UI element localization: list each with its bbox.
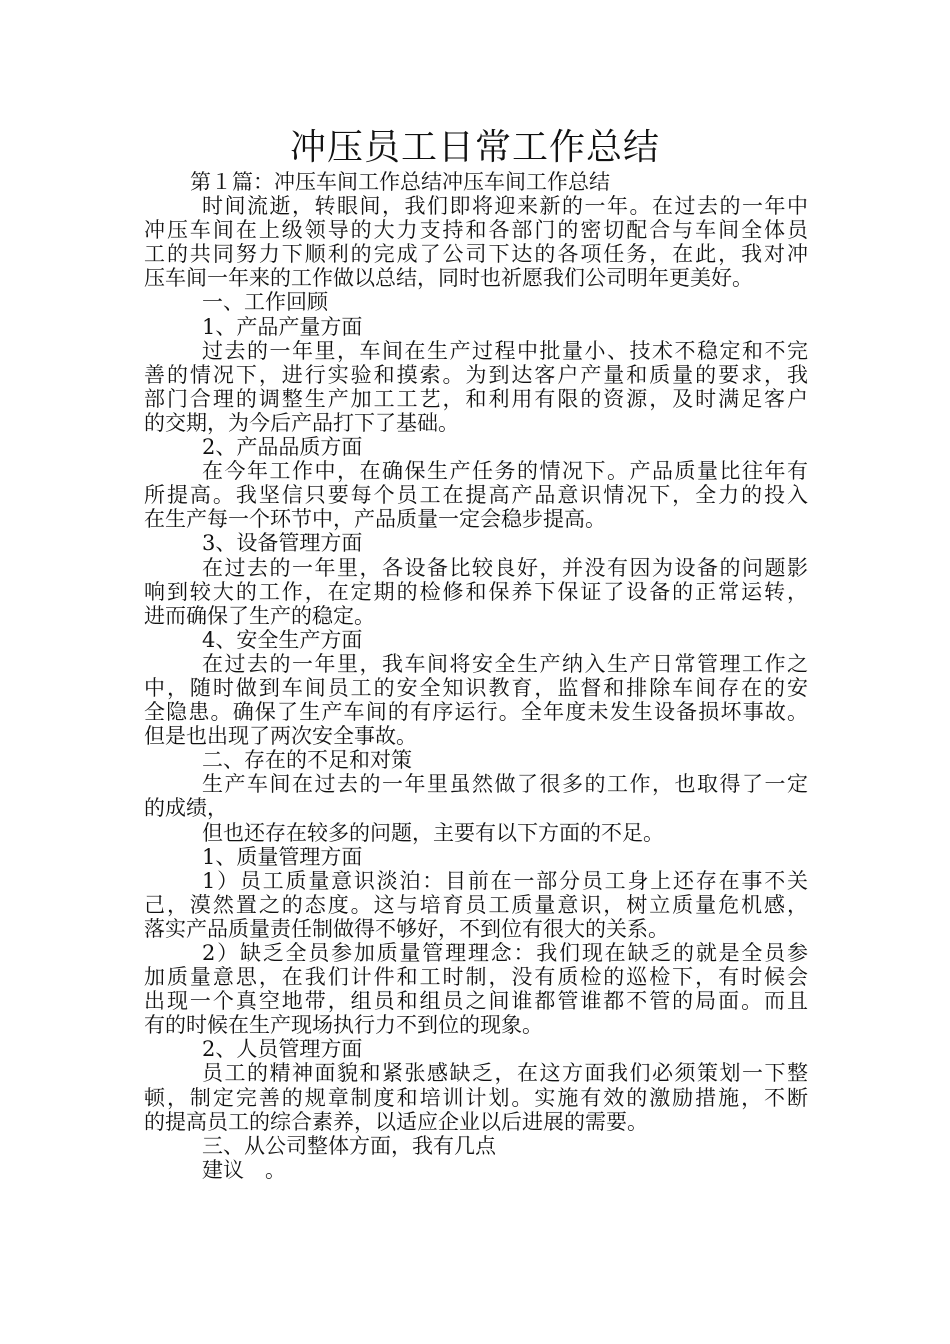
document-line: 员工的精神面貌和紧张感缺乏，在这方面我们必须策划一下整 bbox=[202, 1061, 808, 1086]
document-line: 加质量意思，在我们计件和工时制，没有质检的巡检下，有时候会 bbox=[144, 965, 808, 990]
document-line: 第１篇：冲压车间工作总结冲压车间工作总结 bbox=[190, 170, 610, 194]
document-line: 响到较大的工作，在定期的检修和保养下保证了设备的正常运转， bbox=[144, 579, 808, 604]
document-line: 二、存在的不足和对策 bbox=[202, 748, 412, 773]
document-line: 出现一个真空地带，组员和组员之间谁都管谁都不管的局面。而且 bbox=[144, 989, 808, 1014]
document-line: 冲压车间在上级领导的大力支持和各部门的密切配合与车间全体员 bbox=[144, 218, 808, 243]
document-line: 建议 。 bbox=[202, 1157, 286, 1182]
document-line: 生产车间在过去的一年里虽然做了很多的工作，也取得了一定 bbox=[202, 772, 808, 797]
document-line: 全隐患。确保了生产车间的有序运行。全年度未发生设备损坏事故。 bbox=[144, 700, 808, 725]
document-line: 在今年工作中，在确保生产任务的情况下。产品质量比往年有 bbox=[202, 459, 808, 484]
document-line: 压车间一年来的工作做以总结，同时也祈愿我们公司明年更美好。 bbox=[144, 266, 753, 291]
document-line: 时间流逝，转眼间，我们即将迎来新的一年。在过去的一年中 bbox=[202, 194, 808, 219]
document-line: 进而确保了生产的稳定。 bbox=[144, 603, 375, 628]
document-line: 善的情况下，进行实验和摸索。为到达客户产量和质量的要求，我 bbox=[144, 362, 808, 387]
document-line: 的交期，为今后产品打下了基础。 bbox=[144, 410, 459, 435]
document-line: 在过去的一年里，各设备比较良好，并没有因为设备的问题影 bbox=[202, 555, 808, 580]
document-line: 顿，制定完善的规章制度和培训计划。实施有效的激励措施，不断 bbox=[144, 1085, 808, 1110]
document-line: 但也还存在较多的问题，主要有以下方面的不足。 bbox=[202, 820, 664, 845]
document-line: 己，漠然置之的态度。这与培育员工质量意识，树立质量危机感， bbox=[144, 892, 808, 917]
document-line: 1、质量管理方面 bbox=[202, 844, 363, 869]
document-line: 一、工作回顾 bbox=[202, 290, 328, 315]
document-line: 工的共同努力下顺利的完成了公司下达的各项任务，在此，我对冲 bbox=[144, 242, 808, 267]
document-body bbox=[144, 170, 808, 1182]
document-line: 所提高。我坚信只要每个员工在提高产品意识情况下，全力的投入 bbox=[144, 483, 808, 508]
document-title: 冲压员工日常工作总结 bbox=[289, 127, 660, 168]
document-line: 的提高员工的综合素养，以适应企业以后进展的需要。 bbox=[144, 1109, 648, 1134]
document-line: 2、人员管理方面 bbox=[202, 1037, 363, 1062]
document-line: 部门合理的调整生产加工工艺，和利用有限的资源，及时满足客户 bbox=[144, 386, 808, 411]
document-line: 2、产品品质方面 bbox=[202, 435, 363, 460]
document-line: 1）员工质量意识淡泊：目前在一部分员工身上还存在事不关 bbox=[202, 868, 808, 893]
document-line: 2）缺乏全员参加质量管理理念：我们现在缺乏的就是全员参 bbox=[202, 941, 808, 965]
document-line: 落实产品质量责任制做得不够好，不到位有很大的关系。 bbox=[144, 916, 669, 941]
document-line: 过去的一年里，车间在生产过程中批量小、技术不稳定和不完 bbox=[202, 338, 808, 363]
document-line: 1、产品产量方面 bbox=[202, 314, 363, 339]
document-line: 中，随时做到车间员工的安全知识教育，监督和排除车间存在的安 bbox=[144, 675, 808, 700]
document-line: 的成绩， bbox=[144, 796, 228, 821]
document-line: 在过去的一年里，我车间将安全生产纳入生产日常管理工作之 bbox=[202, 651, 808, 676]
document-line: 有的时候在生产现场执行力不到位的现象。 bbox=[144, 1013, 543, 1038]
document-line: 但是也出现了两次安全事故。 bbox=[144, 724, 417, 749]
document-line: 3、设备管理方面 bbox=[202, 531, 363, 556]
document-line: 三、从公司整体方面，我有几点 bbox=[202, 1133, 496, 1158]
document-line: 在生产每一个环节中，产品质量一定会稳步提高。 bbox=[144, 507, 606, 532]
document-line: 4、安全生产方面 bbox=[202, 627, 363, 652]
